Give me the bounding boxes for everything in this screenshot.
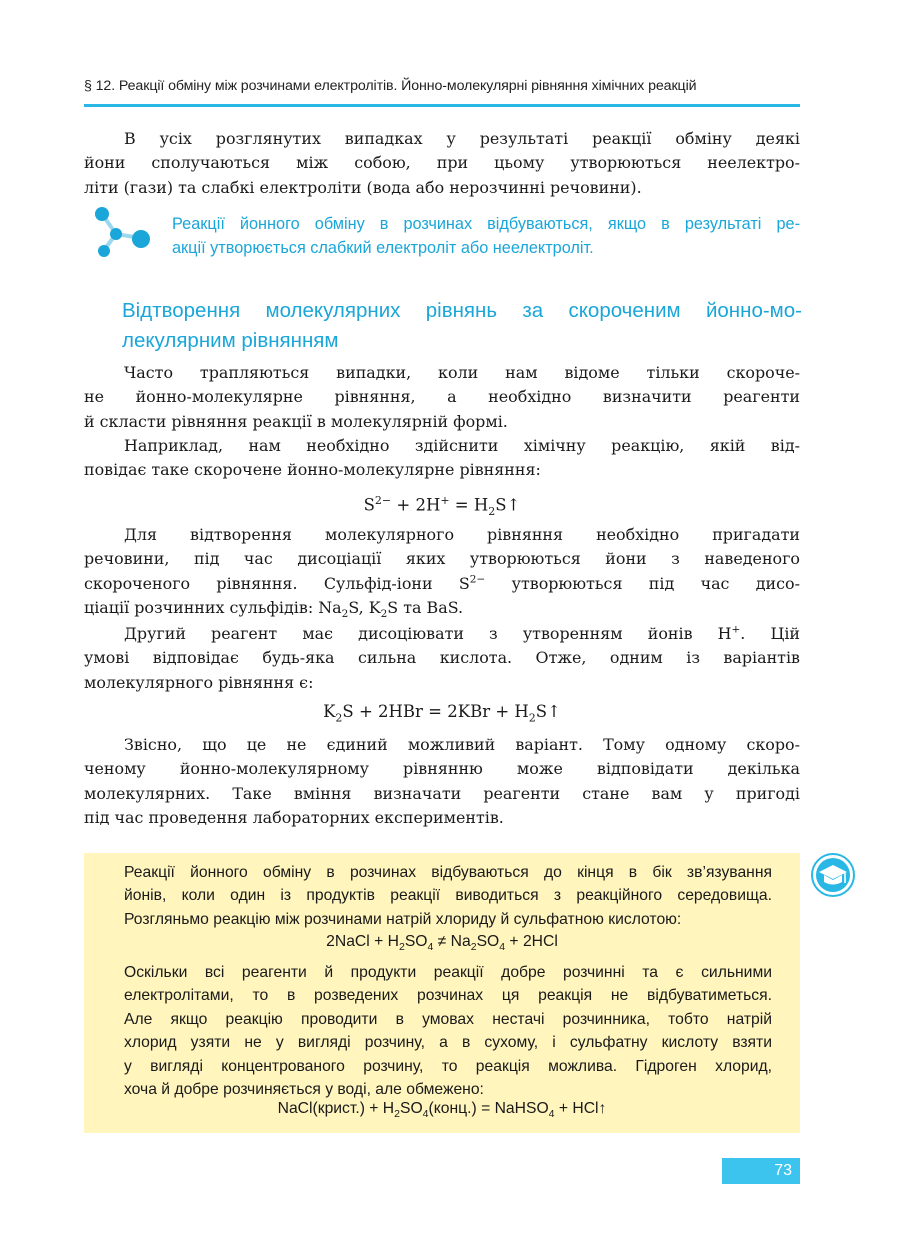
subscript: 2 <box>398 941 405 954</box>
text-line: Наприклад, нам необхідно здійснити хімічну реакцію, якій від- <box>124 436 800 455</box>
gas-arrow-icon: ↑ <box>506 495 521 515</box>
note-text-b <box>124 961 772 1101</box>
text-line: під час проведення лабораторних експериментів. <box>84 807 504 827</box>
text-line: повідає таке скорочене йонно-молекулярне рівняння: <box>84 460 541 480</box>
intro-paragraph <box>84 127 800 200</box>
page-number: 73 <box>722 1158 800 1184</box>
note-line: Але якщо реакцію проводити в умовах нестачі розчинника, тобто натрій <box>124 1010 772 1028</box>
graduation-cap-icon <box>811 853 855 897</box>
text-line: Для відтворення молекулярного рівняння необхідно пригадати <box>124 525 800 544</box>
formula-molecular <box>84 702 800 724</box>
text-line: молекулярного рівняння є: <box>84 672 314 692</box>
note-line: у вигляді концентрованого розчину, то реакція можлива. Гідроген хлорид, <box>124 1057 772 1075</box>
paragraph-1 <box>84 361 800 434</box>
text-line: умові відповідає будь-яка сильна кислота. Отже, одним із варіантів <box>84 648 800 668</box>
subscript: 4 <box>548 1108 555 1121</box>
note-formula-a: 2NaCl + $H_2SO_4 \ne Na_2SO_4 + 2HCl$ <box>326 933 558 954</box>
text-line: Часто трапляються випадки, коли нам відоме тільки скороче- <box>124 363 800 382</box>
note-line: Розгляньмо реакцію між розчинами натрій хлориду й сульфатною кислотою: <box>124 910 682 928</box>
text-line: речовини, під час дисоціації яких утворюються йони з наведеного <box>84 549 800 569</box>
note-line: електролітами, то в розведених розчинах ця реакція не відбуватиметься. <box>124 987 772 1005</box>
ion-charge: 2− <box>374 494 392 507</box>
ion-charge: + <box>731 623 741 636</box>
rule-line: акції утворюється слабкий електроліт або неелектроліт. <box>172 239 594 258</box>
section-title-line: лекулярним рівнянням <box>122 329 339 352</box>
subscript: 2 <box>470 941 477 954</box>
subscript: 2 <box>488 504 496 518</box>
text-line: літи (гази) та слабкі електроліти (вода або нерозчинні речовини). <box>84 177 642 197</box>
formula-part: S <box>363 495 375 515</box>
paragraph-3 <box>84 523 800 620</box>
section-title <box>122 296 802 356</box>
formula-part: S <box>535 702 548 721</box>
gas-arrow-icon: ↑ <box>547 702 561 721</box>
note-line: йонів, коли один із продуктів реакції виводиться з реакційного середовища. <box>124 887 772 905</box>
rule-line: Реакції йонного обміну в розчинах відбуваються, якщо в результаті ре- <box>172 215 800 233</box>
text-line: ченому йонно-молекулярному рівнянню може відповідати декілька <box>84 759 800 779</box>
section-title-line: Відтворення молекулярних рівнянь за скороченим йонно-мо- <box>122 299 802 322</box>
gas-arrow-icon: ↑ <box>598 1100 607 1117</box>
subscript: 2 <box>335 711 343 725</box>
subscript: 2 <box>528 711 536 725</box>
subscript: 4 <box>422 1108 429 1121</box>
subscript: 2 <box>394 1108 400 1121</box>
molecule-icon <box>92 206 156 264</box>
formula-part: K <box>323 702 336 721</box>
formula-part: S <box>495 495 507 515</box>
subscript: 4 <box>499 941 506 954</box>
text-line: Звісно, що це не єдиний можливий варіант. Тому одному скоро- <box>124 735 800 754</box>
subscript: 2 <box>341 608 349 621</box>
formula-part: = H <box>449 495 489 515</box>
text-line: й скласти рівняння реакції в молекулярній формі. <box>84 411 508 431</box>
subscript: 4 <box>427 941 434 954</box>
note-line: Реакції йонного обміну в розчинах відбуваються до кінця в бік зв’язування <box>124 864 772 881</box>
formula-part: S + 2HBr = 2KBr + H <box>342 702 529 721</box>
note-line: Оскільки всі реагенти й продукти реакції добре розчинні та є сильними <box>124 964 772 981</box>
paragraph-5 <box>84 733 800 830</box>
text-line: Другий реагент має дисоціювати з утворенням йонів H+. Цій <box>124 623 800 643</box>
subscript: 2 <box>380 608 388 621</box>
formula-part: + 2H <box>391 495 441 515</box>
running-header: § 12. Реакції обміну між розчинами електролітів. Йонно-молекулярні рівняння хімічних реакцій <box>84 78 697 94</box>
text-line: В усіх розглянутих випадках у результаті реакції обміну деякі <box>124 129 800 148</box>
text-line: молекулярних. Таке вміння визначати реагенти стане вам у пригоді <box>84 783 800 803</box>
text-line: не йонно-молекулярне рівняння, а необхідно визначити реагенти <box>84 387 800 407</box>
note-formula-b: NaCl(крист.) + $H_2SO_4(конц.)$ = NaHSO$_4$ + HCl↑ <box>277 1100 607 1121</box>
paragraph-4 <box>84 622 800 695</box>
note-line: хоча й добре розчиняється у воді, але обмежено: <box>124 1080 484 1098</box>
text-line: скороченого рівняння. Сульфід-іони $S^{2-}$ утворюються під час дисо- <box>84 573 800 593</box>
text-line: йони сполучаються між собою, при цьому утворюються неелектро- <box>84 153 800 173</box>
rule-statement <box>172 212 800 261</box>
ion-charge: + <box>440 494 450 507</box>
note-line: хлорид узяти не у вигляді розчину, а в сухому, і сульфатну кислоту взяти <box>124 1034 772 1052</box>
formula-short-ionic <box>84 494 800 518</box>
header-rule <box>84 104 800 107</box>
ion-charge: 2− <box>469 573 486 586</box>
text-line: ціації розчинних сульфідів: $Na_2S$, $K_2S$ та BaS. <box>84 597 464 621</box>
note-text-a <box>124 861 772 931</box>
paragraph-2 <box>84 434 800 483</box>
